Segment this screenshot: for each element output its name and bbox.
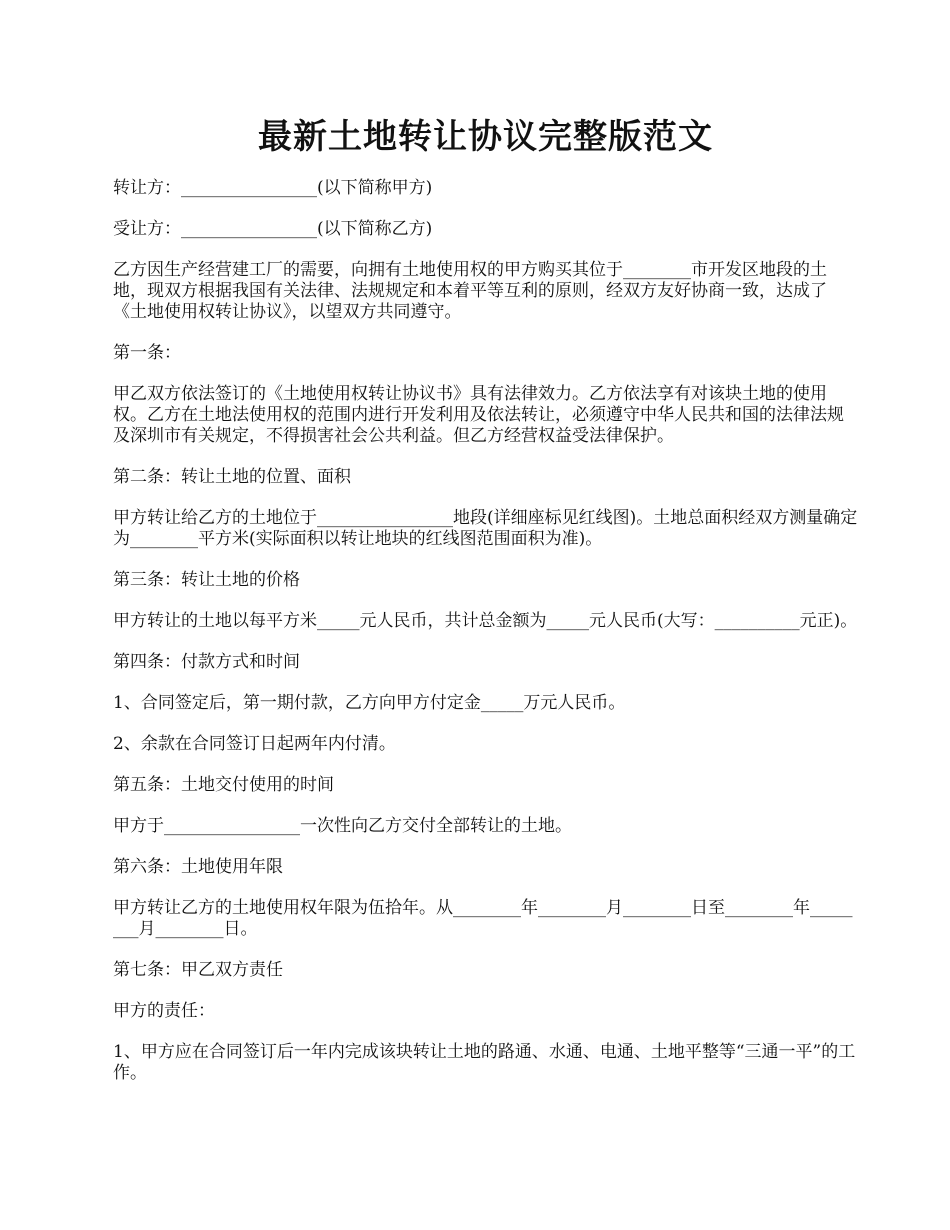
article-4-item-1: 1、合同签定后，第一期付款，乙方向甲方付定金_____万元人民币。 xyxy=(113,693,626,713)
document-page xyxy=(113,112,858,1104)
article-2-heading: 第二条：转让土地的位置、面积 xyxy=(113,467,351,487)
preamble-paragraph: 乙方因生产经营建工厂的需要，向拥有土地使用权的甲方购买其位于________市开发区地段的土地，现双方根据我国有关法律、法规规定和本着平等互利的原则，经双方友好协商一致，达成了《土地使用权转让协议》，以望双方共同遵守。 xyxy=(113,260,827,322)
article-2-body: 甲方转让给乙方的土地位于________________地段(详细座标见红线图)。土地总面积经双方测量确定为________平方米(实际面积以转让地块的红线图范围面积为准)。 xyxy=(113,508,858,549)
party-a-duties-heading: 甲方的责任： xyxy=(113,1001,215,1021)
transferor-line: 转让方：________________(以下简称甲方) xyxy=(113,178,433,198)
article-5-heading: 第五条：土地交付使用的时间 xyxy=(113,775,334,795)
article-1-body: 甲乙双方依法签订的《土地使用权转让协议书》具有法律效力。乙方依法享有对该块土地的使用权。乙方在土地法使用权的范围内进行开发利用及依法转让，必须遵守中华人民共和国的法律法规及深圳市有关规定，不得损害社会公共利益。但乙方经营权益受法律保护。 xyxy=(113,384,844,446)
article-5-body: 甲方于________________一次性向乙方交付全部转让的土地。 xyxy=(113,816,572,836)
article-3-body: 甲方转让的土地以每平方米_____元人民币，共计总金额为_____元人民币(大写：__________元正)。 xyxy=(113,611,858,631)
transferee-line: 受让方：________________(以下简称乙方) xyxy=(113,219,433,239)
document-title: 最新土地转让协议完整版范文 xyxy=(258,117,713,157)
article-4-heading: 第四条：付款方式和时间 xyxy=(113,652,300,672)
article-4-item-2: 2、余款在合同签订日起两年内付清。 xyxy=(113,734,396,754)
article-7-heading: 第七条：甲乙双方责任 xyxy=(113,960,283,980)
article-3-heading: 第三条：转让土地的价格 xyxy=(113,570,300,590)
party-a-duty-1: 1、甲方应在合同签订后一年内完成该块转让土地的路通、水通、电通、土地平整等“三通一平”的工作。 xyxy=(113,1042,856,1083)
article-1-heading: 第一条： xyxy=(113,343,181,363)
article-6-heading: 第六条：土地使用年限 xyxy=(113,857,283,877)
article-6-body: 甲方转让乙方的土地使用权年限为伍拾年。从________年________月________日至________年________月________日。 xyxy=(113,898,853,939)
